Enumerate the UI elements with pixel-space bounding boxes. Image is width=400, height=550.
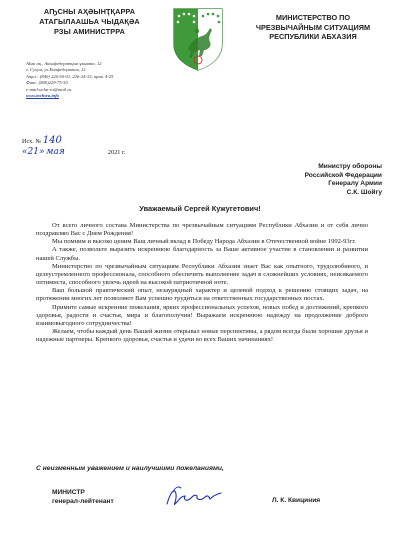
signatory-name: Л. К. Квициния [272, 497, 321, 504]
outgoing-date-month: мая [46, 147, 65, 157]
outgoing-number-value: 140 [42, 135, 62, 146]
outgoing-reference [22, 136, 125, 158]
outgoing-number-row [22, 136, 125, 147]
outgoing-date-row [22, 147, 125, 158]
contact-line: г. Сухум, ул.Конфедератов, 12 [26, 67, 86, 73]
header-left-line: РЗЫ АМИНИСТРРА [54, 27, 125, 36]
closing-line: С неизменным уважением и наилучшими пожеланиями, [36, 465, 224, 472]
header-right-line: МИНИСТЕРСТВО ПО [275, 13, 351, 22]
header-right-line: ЧРЕЗВЫЧАЙНЫМ СИТУАЦИЯМ [255, 22, 371, 32]
addressee-line: Российской Федерации [304, 171, 382, 179]
header-left-line: АТАГЫЛААШЬА ЧЫДАҚӘА [39, 17, 140, 26]
letter-body [36, 222, 368, 344]
salutation: Уважаемый Сергей Кужугетович! [139, 204, 261, 213]
addressee-line: Министру обороны [318, 163, 382, 170]
body-paragraph: От всего личного состава Министерства по чрезвычайным ситуациям Республики Абхазии и от себя лично поздравляю Вас с Днем Рождения! [36, 222, 368, 238]
body-paragraph: Мы помним и высоко ценим Ваш личный вклад в Победу Народа Абхазии в Отечественной войне 1992-93гг. [52, 238, 356, 246]
website-link[interactable]: www.mchsra.info [26, 93, 60, 99]
contact-line: Аҟəа ақ., Аконфедератциа ұвынта, 12 [26, 61, 102, 66]
body-paragraph: А также, позвольте выразить искреннюю благодарность за Ваше активное участие в становлении и развитии нашей Службы. [36, 246, 368, 262]
signatory-title-line: МИНИСТР [52, 489, 85, 496]
header-left-line: АҦСНЫ АҲӘЫНҬҚАРРА [43, 7, 136, 16]
header-left-org-name [22, 7, 157, 37]
contact-line: Аҭел.: (840) 226-50-01, 226-24-33, прав. 4-25 [26, 73, 114, 79]
body-paragraph: Министерство по чрезвычайным ситуациям Республики Абхазия знает Вас как опытного, трудолюбивого, и целеустремленного профессионала, способного обеспечить выполнение задач в сложнейших условиях, неисякаемого оптимиста, способного увлечь идеей на высокой патриотичной ноте. [36, 262, 368, 287]
addressee-line: С.К. Шойгу [346, 188, 382, 196]
body-paragraph: Примите самые искренние пожелания, ярких профессиональных успехов, новых побед и достижений, крепкого здоровья, радости и счастья, мира и благополучия! Выражаем искреннюю надежду на продолжение доброго взаимовыгодного сотрудничества! [36, 303, 368, 327]
body-paragraph: Желаем, чтобы каждый день Вашей жизни открывал новые перспективы, а рядом всегда были хорошие друзья и надежные партнеры. Крепкого здоровья, счастья и удачи во всех Ваших начинаниях! [36, 328, 368, 344]
addressee-line: Генералу Армии [328, 180, 382, 188]
body-paragraph: Ваш большой практический опыт, незаурядный характер и целевой подход к решению стоящих задач, на протяжении многих лет позволяют Вам успешно трудиться на ответственных государственных постах. [36, 287, 368, 303]
outgoing-number-prefix: Исх. № [22, 138, 42, 145]
header-right-org-name [238, 13, 388, 42]
state-emblem-icon [170, 6, 226, 72]
addressee-block [232, 163, 382, 197]
outgoing-date-day: «21» [22, 147, 45, 157]
signatory-rank-line: генерал-лейтенант [52, 497, 114, 505]
contact-block [26, 61, 176, 99]
contact-line: Факс: (840)229-75-50 [26, 80, 68, 86]
outgoing-date-year: 2021 г. [107, 149, 126, 156]
header-right-line: РЕСПУБЛИКИ АБХАЗИЯ [269, 32, 357, 41]
signatory-title [52, 489, 114, 506]
handwritten-signature-icon [163, 484, 225, 510]
contact-line: e-mail:ucha-ra@mail.ru [26, 86, 72, 92]
